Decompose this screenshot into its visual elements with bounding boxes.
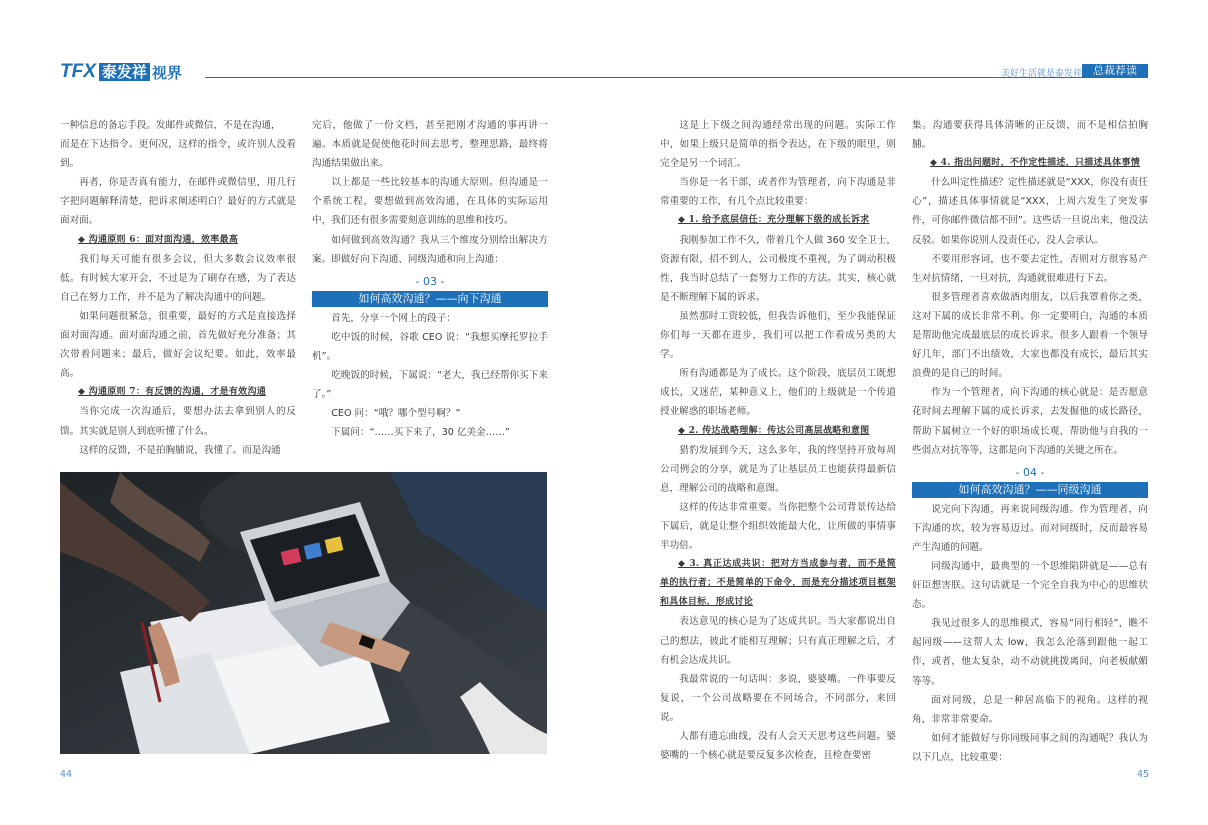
paragraph: 完后，他做了一份文档，甚至把刚才沟通的事再讲一遍。本质就是促使他花时间去思考，整理思路，最终将沟通结果做出来。	[312, 120, 548, 170]
column-2	[312, 116, 548, 466]
subheading: ◆ 2. 传达战略理解：传达公司高层战略和意图	[678, 425, 870, 436]
paragraph: 人都有遗忘曲线，没有人会天天思考这些问题。婆婆嘴的一个核心就是要反复多次检查，且检查要密	[660, 731, 896, 762]
subheading: ◆ 3. 真正达成共识：把对方当成参与者，而不是简单的执行者；不是简单的下命令，而是充分描述项目框架和具体目标，形成讨论	[660, 559, 896, 608]
paragraph: 如果问题很紧急，很重要，最好的方式是直接选择面对面沟通。面对面沟通之前，首先做好充分准备；其次带着问题来；最后，做好会议纪要。如此，效率最高。	[60, 310, 296, 380]
paragraph: 如何做到高效沟通？我从三个维度分别给出解决方案。即做好向下沟通、同级沟通和向上沟通：	[312, 234, 548, 265]
page-number-left: 44	[60, 769, 73, 780]
paragraph: 我最常说的一句话叫：多说，婆婆嘴。一件事要反复说，一个公司战略要在不同场合，不同部分，来回说。	[660, 673, 896, 723]
brand-logo	[60, 62, 182, 82]
paragraph: 什么叫定性描述？定性描述就是“XXX，你没有责任心”，描述具体事情就是“XXX，上周六发生了突发事件，可你邮件微信都不回”。这些话一旦说出来，他没法反驳。如果你说别人没责任心，没人会承认。	[912, 177, 1148, 246]
subheading: ◆ 沟通原则 7：有反馈的沟通，才是有效沟通	[78, 387, 267, 398]
section-number: - 04 -	[1015, 465, 1045, 479]
paragraph: 当你完成一次沟通后，要想办法去拿到别人的反馈。其实就是别人到底听懂了什么。	[60, 406, 296, 437]
paragraph: 首先，分享一个网上的段子：	[331, 312, 456, 324]
column-4	[912, 116, 1148, 764]
paragraph: CEO 问：“哦？哪个型号啊？”	[331, 408, 461, 420]
paragraph: 吃晚饭的时候，下属说：“老大，我已经帮你买下来了。”	[312, 370, 548, 401]
section-number: - 03 -	[415, 274, 445, 288]
subheading: ◆ 1. 给予底层信任：充分理解下级的成长诉求	[678, 215, 870, 226]
paragraph: 这样的反馈，不是拍胸脯说，我懂了。而是沟通	[79, 444, 281, 456]
column-1	[60, 116, 296, 466]
paragraph: 下属问：“……买下来了，30 亿美金……”	[331, 427, 510, 439]
subheading: ◆ 沟通原则 6：面对面沟通，效率最高	[78, 234, 239, 245]
paragraph: 一种信息的备忘手段。发邮件或微信，不是在沟通，	[60, 120, 281, 131]
paragraph: 如何才能做好与你同级同事之间的沟通呢？我认为以下几点，比较重要：	[912, 732, 1148, 763]
paragraph: 以上都是一些比较基本的沟通大原则。但沟通是一个系统工程，要想做到高效沟通，在具体的实际运用中，我们还有很多需要刻意训练的思维和技巧。	[312, 177, 548, 227]
paragraph: 这是上下级之间沟通经常出现的问题。实际工作中，如果上级只是简单的指令表达，在下级的眼里，则完全是另一个词汇。	[660, 120, 896, 170]
meeting-photo-illustration	[60, 472, 547, 754]
paragraph: 吃中饭的时候，谷歌 CEO 说：“我想买摩托罗拉手机”。	[312, 331, 548, 362]
paragraph: 这样的传达非常重要。当你把整个公司背景传达给下属后，就是让整个组织效能最大化，让所做的事情事半功倍。	[660, 501, 896, 552]
header-tagline: 美好生活就是泰发祥	[1001, 69, 1083, 79]
section-title: 如何高效沟通？——向下沟通	[312, 291, 548, 307]
paragraph: 很多管理者喜欢做酒肉朋友，以后我罩着你之类，这对下属的成长非常不利。你一定要明白，沟通的本质是帮助他完成最底层的成长诉求。很多人跟着一个领导好几年，部门不出绩效，大家也都没有成长，最后其实浪费的是自己的时间。	[912, 291, 1148, 380]
paragraph: 再者，你是否真有能力，在邮件或微信里，用几行字把问题解释清楚，把诉求阐述明白？最好的方式就是面对面。	[60, 177, 296, 227]
column-3	[660, 116, 896, 764]
paragraph: 而是在下达指令。更何况，这样的指令，或许别人没看到。	[60, 139, 296, 170]
page-number-right: 45	[1137, 769, 1150, 780]
paragraph: 我刚参加工作不久，带着几个人做 360 安全卫士，资源有限，招不到人，公司极度不重视，为了调动积极性，我当时总结了一套努力工作的方法。其实，核心就是不断理解下属的诉求。	[660, 234, 896, 303]
section-tag: 总裁荐读	[1082, 64, 1148, 78]
logo-brand: 泰发祥	[99, 63, 150, 81]
paragraph: 虽然那时工资较低，但我告诉他们，至少我能保证你们每一天都在进步，我们可以把工作看成另类的大学。	[660, 310, 896, 361]
meeting-photo	[60, 472, 547, 754]
logo-suffix: 视界	[151, 63, 182, 82]
paragraph: 当你是一名干部，或者作为管理者，向下沟通是非常重要的工作，有几个点比较重要：	[660, 177, 896, 208]
paragraph: 不要用形容词，也不要去定性，否则对方很容易产生对抗情绪，一旦对抗，沟通就很难进行下去。	[912, 253, 1148, 284]
paragraph: 所有沟通都是为了成长。这个阶段，底层员工既想成长，又迷茫，某种意义上，他们的上级就是一个传道授业解惑的职场老师。	[660, 368, 896, 418]
section-heading	[312, 272, 548, 307]
paragraph: 说完向下沟通，再来说同级沟通。作为管理者，向下沟通的坎，较为容易迈过。而对同级时，反而最容易产生沟通的问题。	[912, 503, 1148, 553]
paragraph: 同级沟通中，最典型的一个思维陷阱就是——总有奸臣想害朕。这句话就是一个完全自我为中心的思维状态。	[912, 560, 1148, 611]
paragraph: 集。沟通要获得具体清晰的正反馈，而不是相信拍胸脯。	[912, 120, 1148, 151]
paragraph: 表达意见的核心是为了达成共识。当大家都说出自己的想法，彼此才能相互理解；只有真正理解之后，才有机会达成共识。	[660, 616, 896, 666]
paragraph: 作为一个管理者，向下沟通的核心就是：是否愿意花时间去理解下属的成长诉求，去发掘他的成长路径，帮助下属树立一个好的职场成长观，帮助他与自我的一些弱点对抗等等，这都是向下沟通的关键之所在。	[912, 387, 1148, 456]
logo-tfx: TFX	[60, 61, 96, 82]
paragraph: 我们每天可能有很多会议，但大多数会议效率很低。有时候大家开会，不过是为了刷存在感，为了表达自己在努力工作，并不是为了解决沟通中的问题。	[60, 253, 296, 303]
paragraph: 我见过很多人的思维模式，容易“同行相轻”，瞧不起同级——这帮人太 low，我怎么沦落到跟他一起工作，或者，他太复杂，动不动就挑拨离间，向老板献媚等等。	[912, 618, 1148, 687]
paragraph: 猎豹发展到今天，这么多年，我的终坚持开放每周公司例会的分享，就是为了让基层员工也能获得最新信息，理解公司的战略和意图。	[660, 444, 896, 494]
subheading: ◆ 4. 指出问题时，不作定性描述，只描述具体事情	[930, 158, 1141, 169]
paragraph: 面对同级，总是一种居高临下的视角。这样的视角，非常非常要命。	[912, 694, 1148, 725]
section-title: 如何高效沟通？——同级沟通	[912, 482, 1148, 498]
section-heading	[912, 463, 1148, 498]
